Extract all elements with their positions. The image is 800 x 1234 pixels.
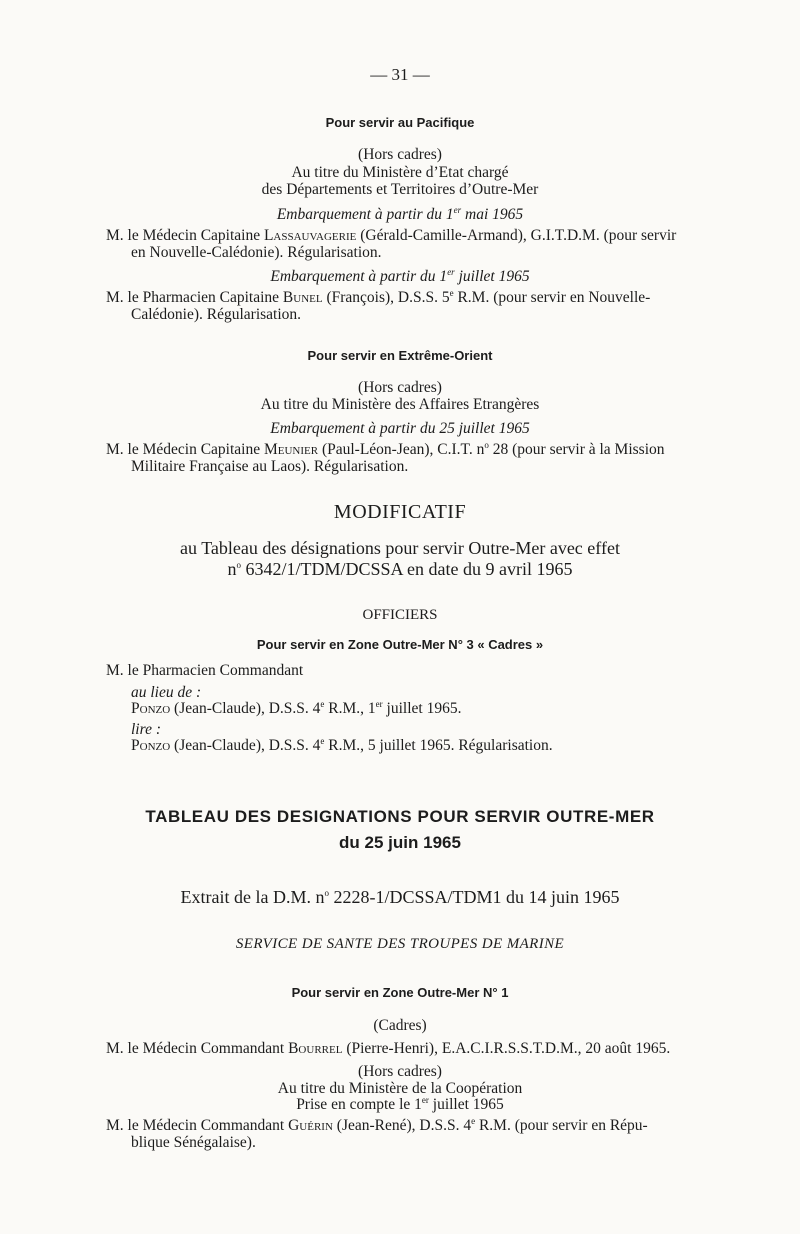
- tableau-title: TABLEAU DES DESIGNATIONS POUR SERVIR OUTRE-MER: [145, 807, 655, 826]
- entry-meunier: M. le Médecin Capitaine Meunier (Paul-Léon-Jean), C.I.T. $n^o$ 28 (pour servir à la Mission: [106, 439, 665, 458]
- entry-bourrel: M. le Médecin Commandant Bourrel (Pierre-Henri), E.A.C.I.R.S.S.T.D.M., 20 août 1965.: [106, 1040, 671, 1057]
- modificatif-subtitle-1: au Tableau des désignations pour servir Outre-Mer avec effet: [180, 538, 620, 558]
- extrait-line: Extrait de la D.M. $n^o$ 2228-1/DCSSA/TDM1 du 14 juin 1965: [180, 887, 620, 907]
- ministere-cooperation: Au titre du Ministère de la Coopération: [277, 1080, 523, 1097]
- modificatif-subtitle-2: $n^o$ 6342/1/TDM/DCSSA en date du 9 avril 1965: [227, 559, 573, 579]
- entry-meunier-line2: Militaire Française au Laos). Régularisation.: [131, 458, 409, 475]
- entry-lassauvagerie-line2: en Nouvelle-Calédonie). Régularisation.: [131, 244, 382, 261]
- modificatif-title: MODIFICATIF: [333, 501, 467, 523]
- hors-cadres-label: (Hors cadres): [358, 1063, 442, 1080]
- entry-guerin: M. le Médecin Commandant Guérin (Jean-René), D.S.S. 4e R.M. (pour servir en Répu-: [106, 1115, 648, 1134]
- page-number: — 31 —: [370, 65, 430, 84]
- hors-cadres-label: (Hors cadres): [358, 379, 442, 396]
- prise-en-compte: Prise en compte le 1er juillet 1965: [296, 1094, 504, 1113]
- ministere-line: Au titre du Ministère des Affaires Etrangères: [260, 396, 540, 413]
- embarquement-date-1: Embarquement à partir du 1er mai 1965: [276, 204, 524, 223]
- officiers-label: OFFICIERS: [362, 607, 438, 623]
- entry-bunel: M. le Pharmacien Capitaine Bunel (François), D.S.S. 5e R.M. (pour servir en Nouvelle-: [106, 287, 651, 306]
- au-lieu-de-label: au lieu de :: [131, 684, 202, 701]
- section-heading-pacifique: Pour servir au Pacifique: [325, 115, 475, 130]
- entry-bunel-line2: Calédonie). Régularisation.: [131, 306, 302, 323]
- cadres-label: (Cadres): [373, 1017, 427, 1034]
- ponzo-new-entry: Ponzo (Jean-Claude), D.S.S. 4e R.M., 5 juillet 1965. Régularisation.: [131, 735, 553, 754]
- tableau-date: du 25 juin 1965: [339, 833, 461, 852]
- embarquement-date: Embarquement à partir du 25 juillet 1965: [270, 420, 530, 437]
- entry-guerin-line2: blique Sénégalaise).: [131, 1134, 256, 1151]
- zone-3-heading: Pour servir en Zone Outre-Mer N° 3 « Cadres »: [256, 637, 544, 652]
- lire-label: lire :: [131, 721, 161, 738]
- pharmacien-commandant: M. le Pharmacien Commandant: [106, 662, 304, 679]
- ponzo-old-entry: Ponzo (Jean-Claude), D.S.S. 4e R.M., 1er juillet 1965.: [131, 698, 462, 717]
- service-sante-heading: SERVICE DE SANTE DES TROUPES DE MARINE: [235, 936, 565, 952]
- ministere-line-1: Au titre du Ministère d’Etat chargé: [291, 164, 509, 181]
- zone-1-heading: Pour servir en Zone Outre-Mer N° 1: [291, 985, 509, 1000]
- section-heading-extreme-orient: Pour servir en Extrême-Orient: [307, 348, 493, 363]
- hors-cadres-label: (Hors cadres): [358, 146, 442, 163]
- entry-lassauvagerie: M. le Médecin Capitaine Lassauvagerie (Gérald-Camille-Armand), G.I.T.D.M. (pour servir: [106, 227, 677, 244]
- embarquement-date-2: Embarquement à partir du 1er juillet 1965: [270, 266, 530, 285]
- ministere-line-2: des Départements et Territoires d’Outre-Mer: [261, 181, 539, 198]
